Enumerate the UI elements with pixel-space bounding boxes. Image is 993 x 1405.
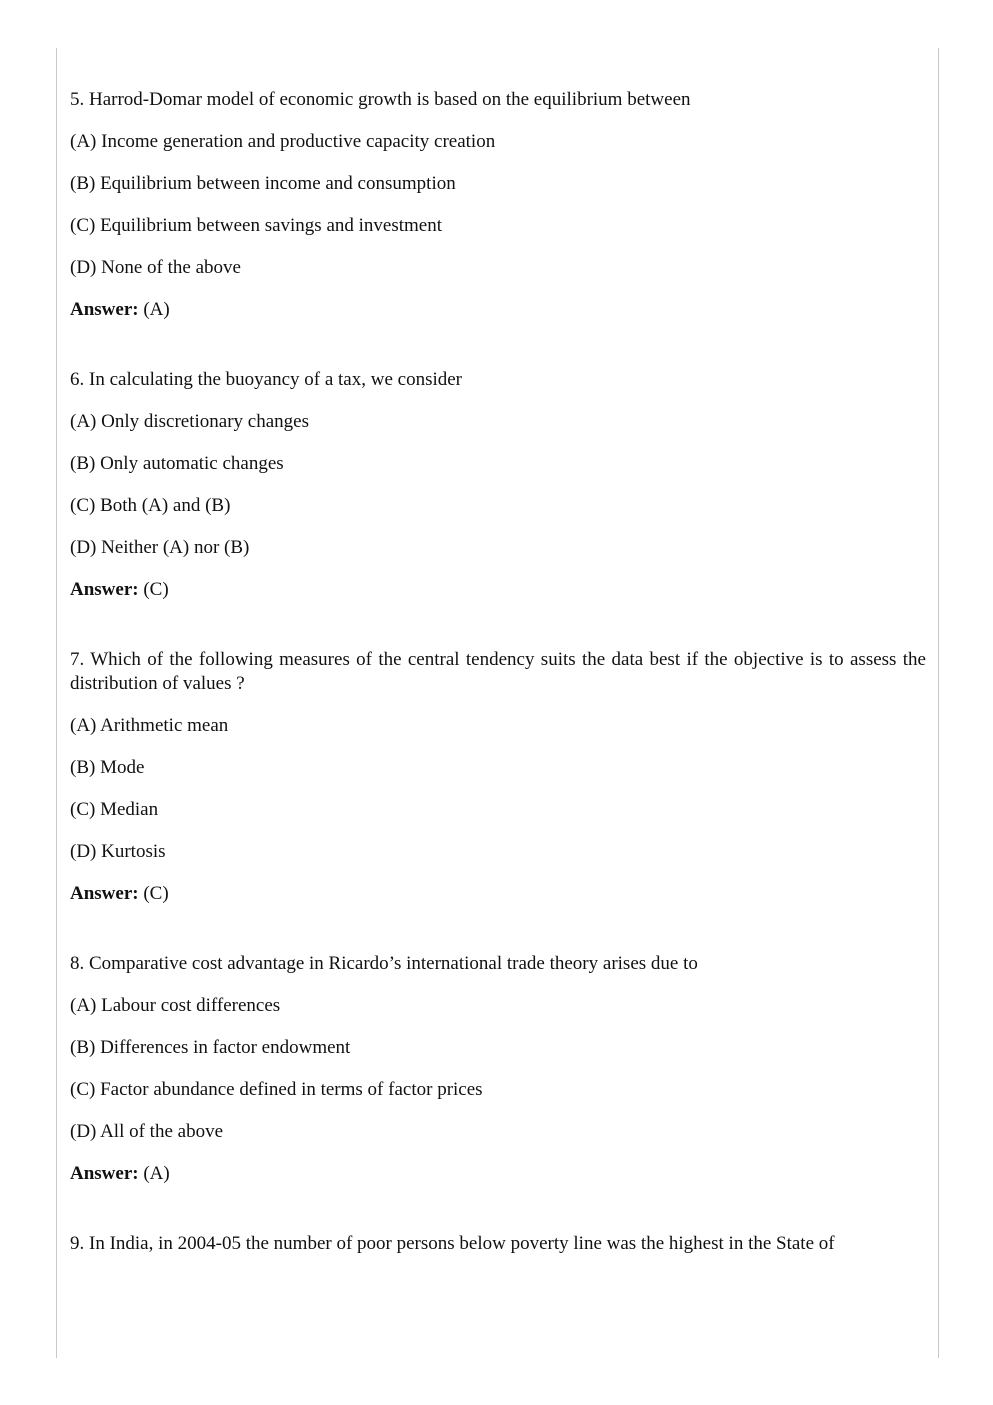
answer-line: [70, 1162, 926, 1186]
question-stem: In India, in 2004-05 the number of poor persons below poverty line was the highest in the State of: [89, 1233, 835, 1254]
question-5-text: [70, 88, 926, 112]
option-b: (B) Equilibrium between income and consumption: [70, 173, 456, 194]
right-margin-rule: [938, 48, 939, 1358]
option-a: (A) Income generation and productive capacity creation: [70, 131, 496, 152]
question-stem: In calculating the buoyancy of a tax, we consider: [89, 369, 462, 390]
answer-line: [70, 882, 926, 906]
answer-line: [70, 578, 926, 602]
option-b: (B) Only automatic changes: [70, 453, 284, 474]
option-d: (D) Neither (A) nor (B): [70, 537, 250, 558]
question-8: [70, 952, 926, 1186]
question-6-text: [70, 368, 926, 392]
question-number: 5.: [70, 89, 85, 110]
option-a: (A) Arithmetic mean: [70, 715, 229, 736]
option-b: (B) Differences in factor endowment: [70, 1037, 351, 1058]
question-stem: Comparative cost advantage in Ricardo’s international trade theory arises due to: [89, 953, 698, 974]
answer-line: [70, 298, 926, 322]
question-5: [70, 88, 926, 322]
option-c: (C) Factor abundance defined in terms of factor prices: [70, 1079, 483, 1100]
option-c: (C) Median: [70, 799, 159, 820]
question-list: [70, 88, 926, 1302]
answer-label: Answer:: [70, 1163, 139, 1184]
option-d: (D) Kurtosis: [70, 841, 166, 862]
question-9-text: [70, 1232, 926, 1256]
left-margin-rule: [56, 48, 57, 1358]
answer-value: (A): [143, 299, 170, 320]
option-b: (B) Mode: [70, 757, 145, 778]
option-a: (A) Only discretionary changes: [70, 411, 310, 432]
question-6: [70, 368, 926, 602]
option-d: (D) None of the above: [70, 257, 241, 278]
question-number: 7.: [70, 649, 85, 670]
answer-value: (A): [143, 1163, 170, 1184]
question-stem: Which of the following measures of the central tendency suits the data best if the objective is to assess the distribution of values ?: [70, 649, 926, 694]
answer-value: (C): [143, 883, 169, 904]
question-8-text: [70, 952, 926, 976]
answer-value: (C): [143, 579, 169, 600]
question-number: 9.: [70, 1233, 85, 1254]
answer-label: Answer:: [70, 299, 139, 320]
question-stem: Harrod-Domar model of economic growth is based on the equilibrium between: [89, 89, 691, 110]
answer-label: Answer:: [70, 579, 139, 600]
option-d: (D) All of the above: [70, 1121, 224, 1142]
question-9: [70, 1232, 926, 1256]
question-7-text: [70, 648, 926, 696]
question-number: 6.: [70, 369, 85, 390]
question-number: 8.: [70, 953, 85, 974]
question-7: [70, 648, 926, 906]
option-c: (C) Equilibrium between savings and investment: [70, 215, 443, 236]
answer-label: Answer:: [70, 883, 139, 904]
option-a: (A) Labour cost differences: [70, 995, 281, 1016]
option-c: (C) Both (A) and (B): [70, 495, 231, 516]
